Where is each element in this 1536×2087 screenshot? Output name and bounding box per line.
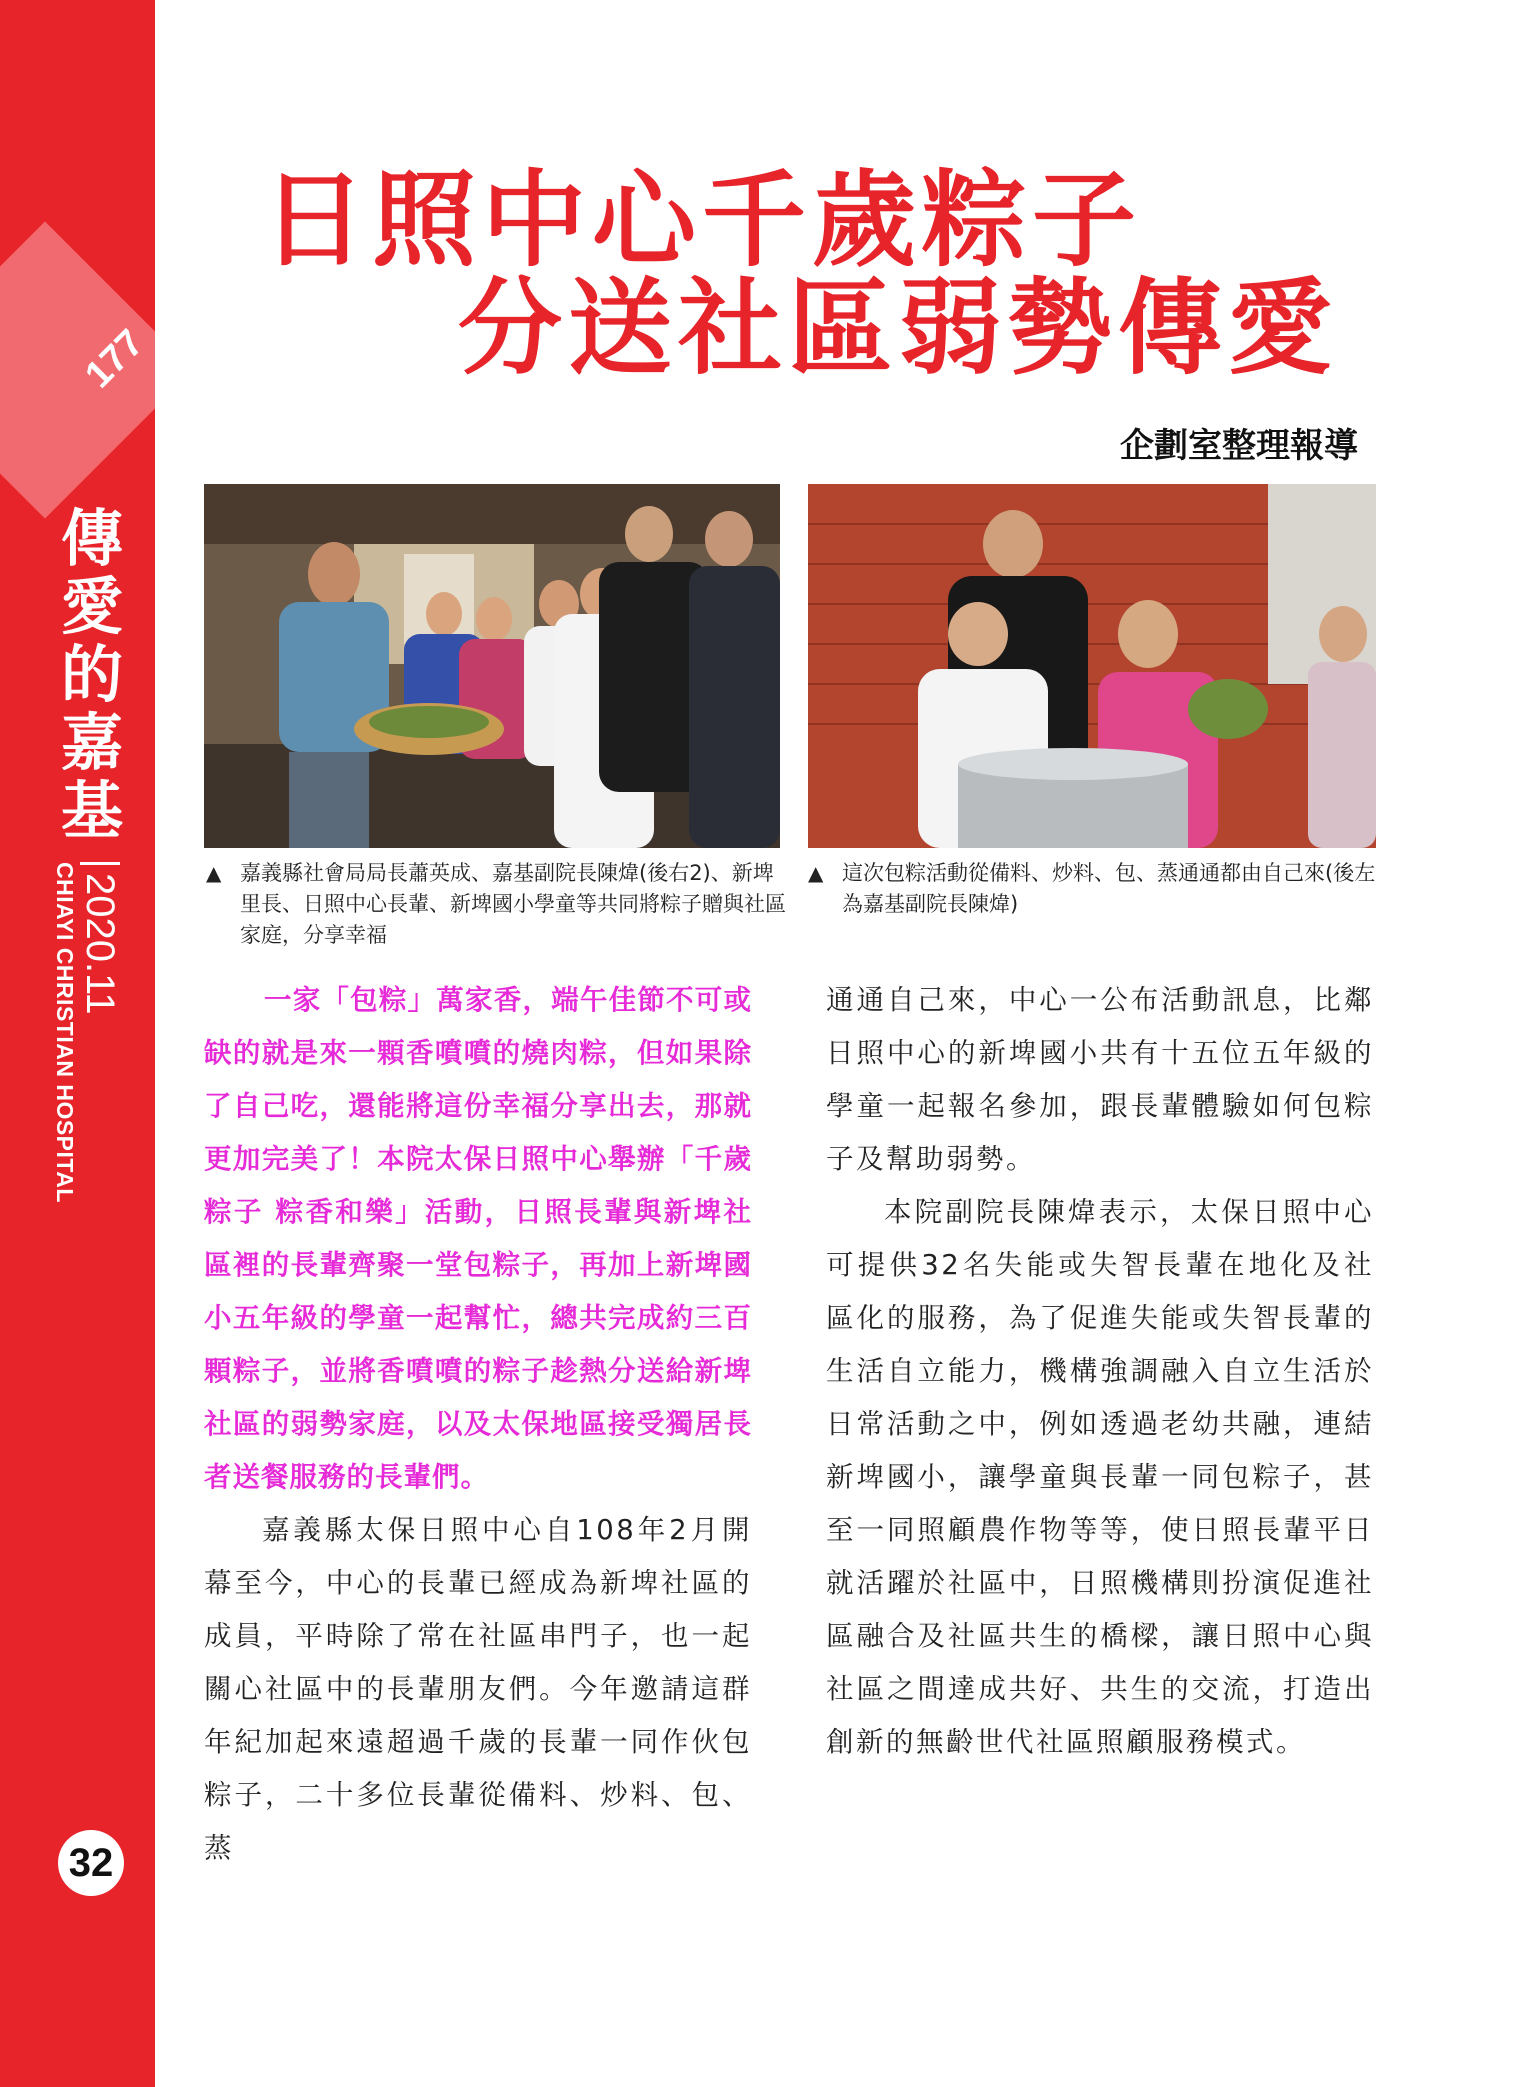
article-title-line2: 分送社區弱勢傳愛 (458, 266, 1339, 389)
page-number: 32 (58, 1830, 124, 1896)
magazine-title (52, 502, 132, 847)
byline: 企劃室整理報導 (1120, 426, 1358, 466)
magazine-title-char: 基 (60, 774, 123, 847)
sidebar (0, 0, 155, 2087)
caption-triangle-icon: ▲ (808, 861, 824, 885)
body-paragraph-continued: 通通自己來，中心一公布活動訊息，比鄰日照中心的新埤國小共有十五位五年級的學童一起報名參加，跟長輩體驗如何包粽子及幫助弱勢。 (826, 984, 1374, 1175)
body-column-left (204, 974, 752, 1875)
issue-info (52, 862, 132, 1282)
caption-triangle-icon: ▲ (206, 861, 222, 885)
body-column-right (826, 974, 1374, 1769)
issue-date: 2020.11 (80, 862, 120, 1015)
magazine-title-char: 的 (60, 638, 123, 711)
magazine-title-char: 嘉 (60, 706, 123, 779)
photo-cooking-rice-dumplings (808, 484, 1376, 848)
magazine-title-char: 傳 (60, 502, 123, 575)
issue-number: 177 (77, 321, 152, 397)
caption-text: 嘉義縣社會局局長蕭英成、嘉基副院長陳煒(後右2)、新埤里長、日照中心長輩、新埤國小學童等共同將粽子贈與社區家庭，分享幸福 (240, 861, 786, 947)
hospital-name: CHIAYI CHRISTIAN HOSPITAL (52, 862, 78, 1203)
body-paragraph: 本院副院長陳煒表示，太保日照中心可提供32名失能或失智長輩在地化及社區化的服務，為了促進失能或失智長輩的生活自立能力，機構強調融入自立生活於日常活動之中，例如透過老幼共融，連結新埤國小，讓學童與長輩一同包粽子，甚至一同照顧農作物等等，使日照長輩平日就活躍於社區中，日照機構則扮演促進社區融合及社區共生的橋樑，讓日照中心與社區之間達成共好、共生的交流，打造出創新的無齡世代社區照顧服務模式。 (826, 1196, 1374, 1758)
magazine-title-char: 愛 (60, 570, 123, 643)
body-paragraph: 嘉義縣太保日照中心自108年2月開幕至今，中心的長輩已經成為新埤社區的成員，平時除了常在社區串門子，也一起關心社區中的長輩朋友們。今年邀請這群年紀加起來遠超過千歲的長輩一同作伙包粽子，二十多位長輩從備料、炒料、包、蒸 (204, 1514, 752, 1864)
lead-paragraph: 一家「包粽」萬家香，端午佳節不可或缺的就是來一顆香噴噴的燒肉粽，但如果除了自己吃，還能將這份幸福分享出去，那就更加完美了！本院太保日照中心舉辦「千歲粽子 粽香和樂」活動，日照長輩與新埤社區裡的長輩齊聚一堂包粽子，再加上新埤國小五年級的學童一起幫忙，總共完成約三百顆粽子，並將香噴噴的粽子趁熱分送給新埤社區的弱勢家庭，以及太保地區接受獨居長者送餐服務的長輩們。 (204, 984, 752, 1493)
photo-caption-1 (206, 858, 790, 951)
photo-caption-2 (808, 858, 1378, 920)
caption-text: 這次包粽活動從備料、炒料、包、蒸通通都由自己來(後左為嘉基副院長陳煒) (842, 861, 1376, 916)
photo-rice-dumpling-giving (204, 484, 780, 848)
article-title-line1: 日照中心千歲粽子 (262, 158, 1143, 281)
